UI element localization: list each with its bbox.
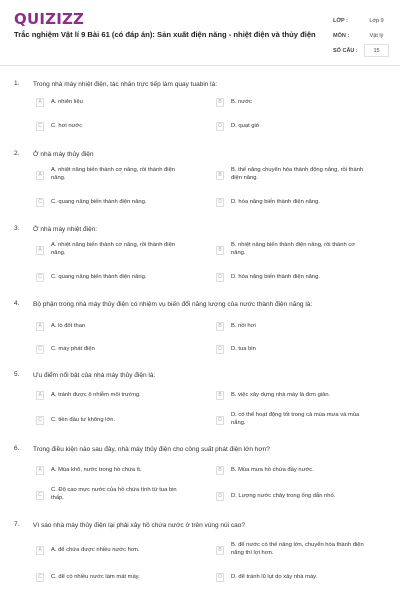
option-text: B. nhiệt năng biến thành điện năng, rồi thành cơ năng. (231, 242, 356, 256)
option-letter-badge: C (36, 273, 44, 282)
question-number: 5. (14, 371, 20, 378)
option-d[interactable] (216, 490, 386, 504)
option-b[interactable] (216, 464, 386, 478)
option-b[interactable] (216, 320, 386, 334)
option-b[interactable] (216, 96, 386, 110)
option-c[interactable] (36, 571, 206, 585)
option-letter-badge: A (36, 466, 44, 475)
option-text: C. quang năng biến thành điện năng. (51, 199, 147, 205)
question-text: Trong điều kiện nào sau đây, nhà máy thủy điện cho công suất phát điện lớn hơn? (33, 446, 270, 453)
option-d[interactable] (216, 343, 386, 357)
option-letter-badge: D (216, 273, 224, 282)
question-number: 7. (14, 521, 20, 528)
option-letter-badge: D (216, 198, 224, 207)
option-letter-badge: C (36, 573, 44, 582)
option-a[interactable] (36, 96, 206, 110)
option-letter-badge: D (216, 416, 224, 425)
option-text: B. việc xây dựng nhà máy là đơn giản. (231, 392, 331, 398)
option-letter-badge: D (216, 492, 224, 501)
option-letter-badge: B (216, 246, 224, 255)
meta-subject (333, 29, 393, 43)
option-b[interactable] (216, 166, 386, 186)
worksheet-header (0, 0, 400, 66)
option-text: D. quạt gió (231, 123, 260, 129)
option-text: C. quang năng biến thành điện năng. (51, 274, 147, 280)
option-letter-badge: A (36, 322, 44, 331)
option-letter-badge: B (216, 466, 224, 475)
option-c[interactable] (36, 486, 206, 506)
question-number: 6. (14, 445, 20, 452)
meta-subject-box (364, 29, 389, 42)
option-letter-badge: C (36, 198, 44, 207)
option-text: B. để nước có thế năng lớn, chuyển hóa thành điện năng thì lợi hơn. (231, 542, 364, 556)
option-a[interactable] (36, 464, 206, 478)
meta-class (333, 14, 393, 28)
option-text: A. nhiệt năng biến thành cơ năng, rồi thành điện năng. (51, 242, 176, 256)
question-number: 3. (14, 225, 20, 232)
worksheet-title: Trắc nghiệm Vật lí 9 Bài 61 (có đáp án): Sản xuất điện năng - nhiệt điện và thủy điện (14, 30, 316, 39)
option-letter-badge: B (216, 322, 224, 331)
question-number: 1. (14, 80, 20, 87)
question-text: Ở nhà máy thủy điện (33, 151, 94, 158)
option-a[interactable] (36, 320, 206, 334)
option-letter-badge: A (36, 98, 44, 107)
question-text: Vì sao nhà máy thủy điện lại phải xây hồ chứa nước ở trên vùng núi cao? (33, 522, 245, 529)
option-letter-badge: C (36, 122, 44, 131)
option-letter-badge: B (216, 171, 224, 180)
option-text: B. nồi hơi (231, 323, 256, 329)
option-letter-badge: B (216, 546, 224, 555)
option-text: A. nhiệt năng biến thành cơ năng, rồi thành điện năng. (51, 167, 176, 181)
option-a[interactable] (36, 166, 206, 186)
option-letter-badge: B (216, 391, 224, 400)
option-letter-badge: D (216, 345, 224, 354)
option-letter-badge: B (216, 98, 224, 107)
option-text: D. có thể hoạt động tốt trong cả mùa mưa và mùa nắng. (231, 412, 360, 426)
meta-class-value: Lớp 9 (369, 18, 384, 24)
option-text: A. tránh được ô nhiễm môi trường. (51, 392, 141, 398)
option-text: A. nhiên liệu (51, 99, 83, 105)
meta-question-count (333, 44, 393, 58)
option-text: C. máy phát điện (51, 346, 95, 352)
option-text: D. Lượng nước chảy trong ống dẫn nhỏ. (231, 493, 336, 499)
option-d[interactable] (216, 196, 386, 210)
option-c[interactable] (36, 271, 206, 285)
option-text: C. để có nhiều nước làm mát máy. (51, 574, 140, 580)
option-c[interactable] (36, 343, 206, 357)
option-text: B. nước (231, 99, 252, 105)
question-number: 2. (14, 150, 20, 157)
option-text: C. tiền đầu tư không lớn. (51, 417, 116, 423)
option-text: A. để chứa được nhiều nước hơn. (51, 547, 140, 553)
option-text: A. lò đốt than (51, 323, 86, 329)
option-letter-badge: C (36, 416, 44, 425)
option-a[interactable] (36, 389, 206, 403)
option-text: B. Mùa mưa hồ chứa đầy nước. (231, 467, 314, 473)
option-b[interactable] (216, 389, 386, 403)
meta-subject-label: MÔN : (333, 33, 350, 39)
option-text: C. hơi nước (51, 123, 83, 129)
question-number: 4. (14, 300, 20, 307)
option-letter-badge: C (36, 345, 44, 354)
option-text: D. để tránh lũ lụt do xây nhà máy. (231, 574, 318, 580)
quizizz-logo: QUIZIZZ (14, 10, 85, 28)
option-text: A. Mùa khô, nước trong hồ chứa ít. (51, 467, 142, 473)
option-d[interactable] (216, 411, 386, 431)
question-text: Bộ phận trong nhà máy thủy điện có nhiệm vụ biến đổi năng lượng của nước thành điện năng là: (33, 301, 313, 308)
option-text: C. Độ cao mực nước của hồ chứa tính từ tua bin thấp. (51, 487, 177, 501)
option-b[interactable] (216, 541, 386, 561)
option-letter-badge: A (36, 391, 44, 400)
question-text: Trong nhà máy nhiệt điện, tác nhân trực tiếp làm quay tuabin là: (33, 81, 218, 88)
option-a[interactable] (36, 241, 206, 261)
meta-subject-value: Vật lý (369, 33, 384, 39)
meta-class-label: LỚP : (333, 18, 348, 24)
option-text: D. hóa năng biến thành điện năng. (231, 274, 320, 280)
option-text: B. thế năng chuyển hóa thành động năng, rồi thành điện năng. (231, 167, 364, 181)
question-text: Ở nhà máy nhiệt điện: (33, 226, 98, 233)
option-text: D. tua bin (231, 346, 256, 352)
meta-count-label: SỐ CÂU : (333, 48, 358, 54)
option-letter-badge: D (216, 122, 224, 131)
option-b[interactable] (216, 241, 386, 261)
option-a[interactable] (36, 544, 206, 558)
option-letter-badge: A (36, 171, 44, 180)
meta-class-box (364, 14, 389, 27)
meta-count-value: 15 (373, 48, 380, 54)
option-d[interactable] (216, 271, 386, 285)
question-text: Ưu điểm nổi bật của nhà máy thủy điện là: (33, 372, 156, 379)
option-letter-badge: A (36, 246, 44, 255)
option-letter-badge: D (216, 573, 224, 582)
option-letter-badge: A (36, 546, 44, 555)
meta-count-box (364, 44, 389, 57)
option-letter-badge: C (36, 491, 44, 500)
option-d[interactable] (216, 120, 386, 134)
option-c[interactable] (36, 196, 206, 210)
option-c[interactable] (36, 120, 206, 134)
option-text: D. hóa năng biến thành điện năng. (231, 199, 320, 205)
option-c[interactable] (36, 414, 206, 428)
option-d[interactable] (216, 571, 386, 585)
